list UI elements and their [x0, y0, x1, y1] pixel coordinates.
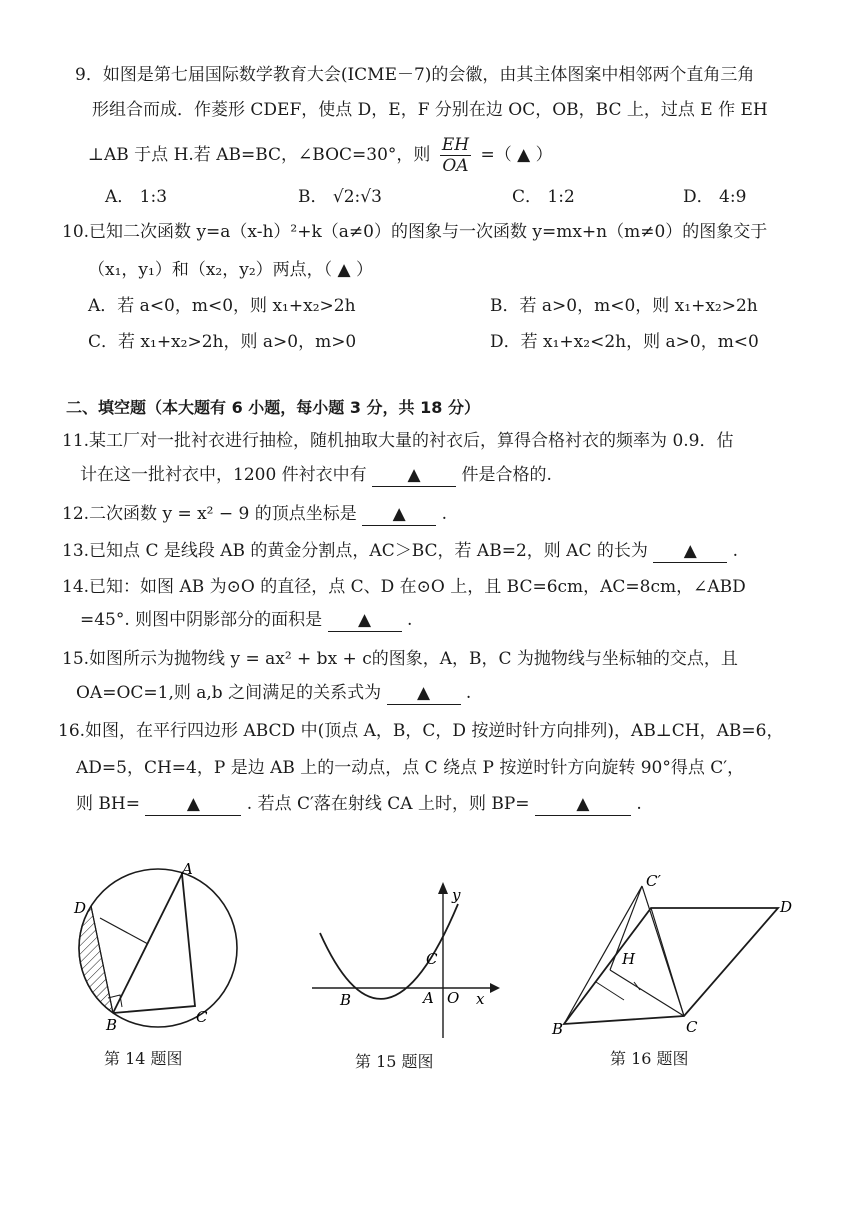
q9-fraction-numerator: EH [441, 135, 470, 155]
fig15-caption: 第 15 题图 [355, 1052, 434, 1071]
q16-answer-blank-1[interactable]: ▲ [145, 793, 241, 816]
fig16-label-c: C [686, 1018, 698, 1036]
q16-line3-middle: . 若点 C′落在射线 CA 上时，则 BP= [246, 794, 530, 814]
fig14-label-d: D [74, 899, 87, 917]
fig16-label-cprime: C′ [646, 872, 661, 890]
q9-fraction-denominator: OA [442, 156, 469, 176]
q15-line2 [76, 682, 471, 705]
fig14-segment [100, 918, 148, 944]
q16-tail: . [636, 794, 642, 814]
fig14-label-b: B [106, 1016, 118, 1034]
fig14-caption: 第 14 题图 [104, 1049, 183, 1068]
q16-line2: AD=5，CH=4，P 是边 AB 上的一动点，点 C 绕点 P 按逆时针方向旋转 90°得点 C′， [76, 758, 745, 778]
q11-line2-tail: 件是合格的. [461, 465, 552, 485]
q9-line3-answer: =（ ▲ ） [480, 145, 553, 165]
fig16-segment-ch [610, 970, 684, 1016]
q13-answer-blank[interactable]: ▲ [653, 540, 727, 563]
q10-line2: （x₁，y₁）和（x₂，y₂）两点，（ ▲ ） [88, 260, 374, 280]
fig16-caption: 第 16 题图 [610, 1049, 689, 1068]
fig15-label-b: B [340, 991, 352, 1009]
q9-option-a: A． 1:3 [105, 187, 168, 207]
q16-line3 [76, 793, 642, 816]
q9-option-c: C． 1:2 [512, 187, 575, 207]
q15-answer-blank[interactable]: ▲ [387, 682, 461, 705]
q12-text: 12.二次函数 y = x² − 9 的顶点坐标是 [62, 504, 357, 524]
q9-line3 [88, 133, 553, 177]
q14-answer-blank[interactable]: ▲ [328, 609, 402, 632]
fig16-label-h: H [622, 950, 636, 968]
fig16-label-d: D [780, 898, 793, 916]
q16-line3-text: 则 BH= [76, 794, 140, 814]
fig15-label-o: O [447, 989, 460, 1007]
q10-line1: 10.已知二次函数 y=a（x-h）²+k（a≠0）的图象与一次函数 y=mx+n（m≠0）的图象交于 [62, 222, 768, 242]
q14-line2-text: =45°. 则图中阴影部分的面积是 [80, 610, 323, 630]
fig15-label-c: C [426, 950, 438, 968]
q13-text: 13.已知点 C 是线段 AB 的黄金分割点，AC＞BC，若 AB=2，则 AC 的长为 [62, 541, 648, 561]
figure-14 [70, 862, 240, 1040]
q12-answer-blank[interactable]: ▲ [362, 503, 436, 526]
q13-tail: . [732, 541, 739, 561]
fig14-label-a: A [182, 862, 193, 878]
fig16-helper-line [596, 982, 624, 1000]
fig15-x-arrow [490, 983, 500, 993]
q11-answer-blank[interactable]: ▲ [372, 464, 456, 487]
q9-line1: 9．如图是第七届国际数学教育大会(ICME－7)的会徽，由其主体图案中相邻两个直角三角 [75, 65, 755, 85]
fig16-segment-cpc [642, 886, 684, 1016]
figure-15 [300, 878, 510, 1038]
q9-option-d: D． 4:9 [683, 187, 747, 207]
q12-line [62, 503, 447, 526]
q10-option-a: A．若 a<0，m<0，则 x₁+x₂>2h [88, 296, 356, 316]
q11-line1: 11.某工厂对一批衬衣进行抽检，随机抽取大量的衬衣后，算得合格衬衣的频率为 0.9．估 [62, 431, 734, 451]
fig15-label-y: y [452, 886, 461, 904]
q10-option-c: C．若 x₁+x₂>2h，则 a>0，m>0 [88, 332, 357, 352]
figure-16 [542, 872, 812, 1038]
q16-answer-blank-2[interactable]: ▲ [535, 793, 631, 816]
q14-tail: . [407, 610, 413, 630]
q16-line1: 16.如图，在平行四边形 ABCD 中(顶点 A，B，C，D 按逆时针方向排列)，AB⊥CH，AB=6， [58, 721, 784, 741]
q9-line3-text: ⊥AB 于点 H.若 AB=BC，∠BOC=30°，则 [88, 145, 431, 165]
q10-option-b: B．若 a>0，m<0，则 x₁+x₂>2h [490, 296, 758, 316]
q11-line2-text: 计在这一批衬衣中，1200 件衬衣中有 [80, 465, 367, 485]
fig15-label-x: x [476, 990, 485, 1008]
q15-line1: 15.如图所示为抛物线 y = ax² + bx + c的图象，A，B，C 为抛物线与坐标轴的交点，且 [62, 649, 738, 669]
q14-line2 [80, 609, 412, 632]
q14-line1: 14.已知：如图 AB 为⊙O 的直径，点 C、D 在⊙O 上，且 BC=6cm，AC=8cm，∠ABD [62, 577, 746, 597]
q12-tail: . [441, 504, 447, 524]
fig16-label-b: B [552, 1020, 564, 1038]
q13-line [62, 540, 738, 563]
q9-fraction [440, 135, 471, 176]
section-title: 二、填空题（本大题有 6 小题，每小题 3 分，共 18 分） [66, 398, 480, 417]
fig14-triangle-abc [113, 874, 195, 1013]
q11-line2 [80, 464, 552, 487]
fig15-y-arrow [438, 882, 448, 894]
q10-option-d: D．若 x₁+x₂<2h，则 a>0，m<0 [490, 332, 759, 352]
q15-line2-text: OA=OC=1,则 a,b 之间满足的关系式为 [76, 683, 382, 703]
fig14-label-c: C [196, 1008, 208, 1026]
fig15-label-a: A [423, 989, 434, 1007]
q9-line2: 形组合而成．作菱形 CDEF，使点 D，E，F 分别在边 OC，OB，BC 上，过点 E 作 EH [92, 100, 768, 120]
q15-tail: . [465, 683, 472, 703]
q9-option-b: B． √2:√3 [298, 187, 382, 207]
